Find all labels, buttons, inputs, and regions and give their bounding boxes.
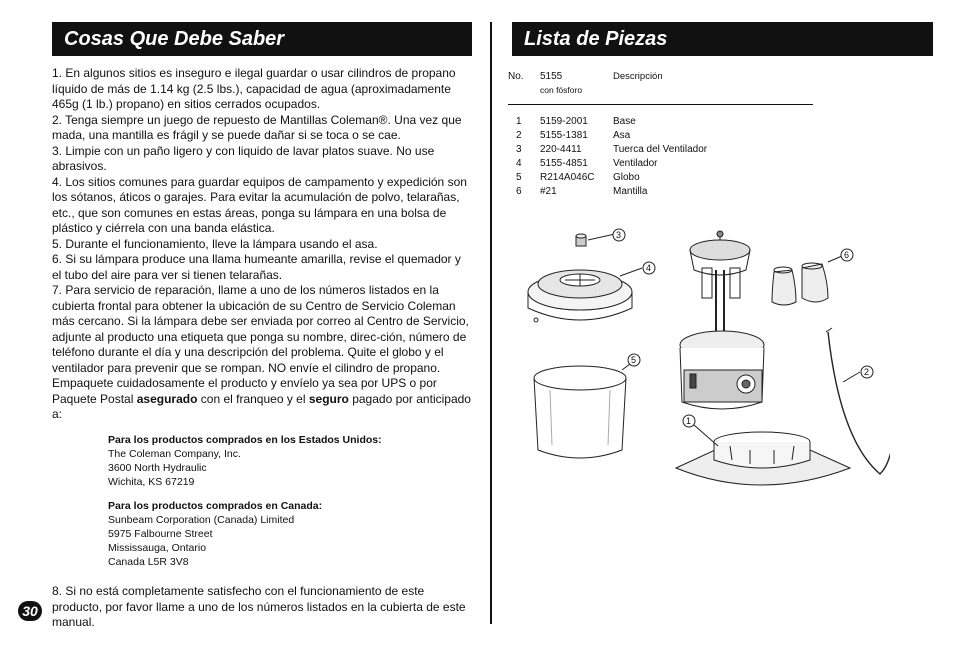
left-body bbox=[52, 66, 472, 569]
item-2: 2. Tenga siempre un juego de repuesto de Mantillas Coleman®. Una vez que mada, una mantilla es frágil y se puede dañar si se toca o se cae. bbox=[52, 112, 462, 142]
item-3: 3. Limpie con un paño ligero y con liquido de lavar platos suave. No use abrasivos. bbox=[52, 143, 435, 173]
item-4: 4. Los sitios comunes para guardar equipos de campamento y expedición son los sótanos, áticos o garajes. Para evitar la acumulación de polvo, telarañas, etc., que son comunes en estas áreas, ponga su lámpara en una bolsa de plástico y ciérrela con una banda elástica. bbox=[52, 174, 467, 235]
parts-list bbox=[508, 70, 813, 199]
ca-address: Para los productos comprados en Canada: Sunbeam Corporation (Canada) Limited 5975 Falbourne Street Mississauga, Ontario Canada L5R 3V8 bbox=[108, 499, 323, 568]
parts-row: 5 R214A046C Globo bbox=[516, 172, 640, 183]
handle-illustration bbox=[826, 320, 890, 474]
globe-illustration bbox=[534, 364, 630, 458]
ventilator-illustration bbox=[528, 268, 642, 322]
fan-nut-illustration bbox=[576, 234, 615, 246]
callout-3: 3 bbox=[616, 230, 622, 240]
callout-5: 5 bbox=[631, 355, 637, 365]
column-divider bbox=[490, 22, 492, 624]
callout-2: 2 bbox=[864, 367, 870, 377]
page-number: 30 bbox=[18, 601, 42, 621]
us-address: Para los productos comprados en los Estados Unidos: The Coleman Company, Inc. 3600 North Hydraulic Wichita, KS 67219 bbox=[108, 433, 382, 488]
callout-1: 1 bbox=[686, 416, 692, 426]
section-title-left: Cosas Que Debe Saber bbox=[52, 22, 472, 56]
parts-row: 3 220-4411 Tuerca del Ventilador bbox=[516, 144, 708, 155]
bold-seguro: seguro bbox=[308, 391, 349, 406]
mantles-illustration bbox=[772, 256, 842, 305]
item-6: 6. Si su lámpara produce una llama humeante amarilla, revise el quemador y el tubo del aire para ver si tienen telarañas. bbox=[52, 252, 461, 282]
parts-row: 4 5155-4851 Ventilador bbox=[516, 158, 658, 169]
parts-row: 1 5159-2001 Base bbox=[516, 116, 636, 127]
item-8: 8. Si no está completamente satisfecho con el funcionamiento de este producto, por favor llame a uno de los números listados en la cubierta de este manual. bbox=[52, 584, 466, 629]
item-7: 7. Para servicio de reparación, llame a uno de los números listados en la cubierta frontal para obtener la ubicación de su Centro de Servicio Coleman más cercano. Si la lámpara debe ser enviada por correo al Centro de Servicio, adjunte al producto una etiqueta que ponga su nombre, direc-ción, número de teléfono durante el día y una descripción del problema. Quite el globo y el ventilador para prevenir que se rompan. NO envíe el cilindro de propano. Empaquete cuidadosamente el producto y envíelo ya sea por UPS o por Paquete Postal asegurado con el franqueo y el seguro pagado por anticipado a: bbox=[52, 283, 471, 421]
parts-divider bbox=[508, 104, 813, 105]
exploded-parts-diagram bbox=[510, 220, 890, 500]
parts-row: 6 #21 Mantilla bbox=[516, 186, 648, 197]
lamp-body-illustration bbox=[680, 231, 764, 409]
parts-row: 2 5155-1381 Asa bbox=[516, 130, 631, 141]
section-title-right: Lista de Piezas bbox=[512, 22, 933, 56]
callout-4: 4 bbox=[646, 263, 652, 273]
bold-asegurado: asegurado bbox=[136, 391, 198, 406]
item-5: 5. Durante el funcionamiento, lleve la lámpara usando el asa. bbox=[52, 236, 378, 251]
parts-header: No. 5155 con fósforo Descripción bbox=[508, 71, 663, 95]
base-illustration bbox=[676, 425, 850, 485]
callout-6: 6 bbox=[844, 250, 850, 260]
item-1: 1. En algunos sitios es inseguro e ilegal guardar o usar cilindros de propano líquido de más de 1.14 kg (2.5 lbs.), capacidad de agua (aproximadamente 465g (1 lb.) propano) en sitios cerrados ocupados. bbox=[52, 66, 456, 111]
